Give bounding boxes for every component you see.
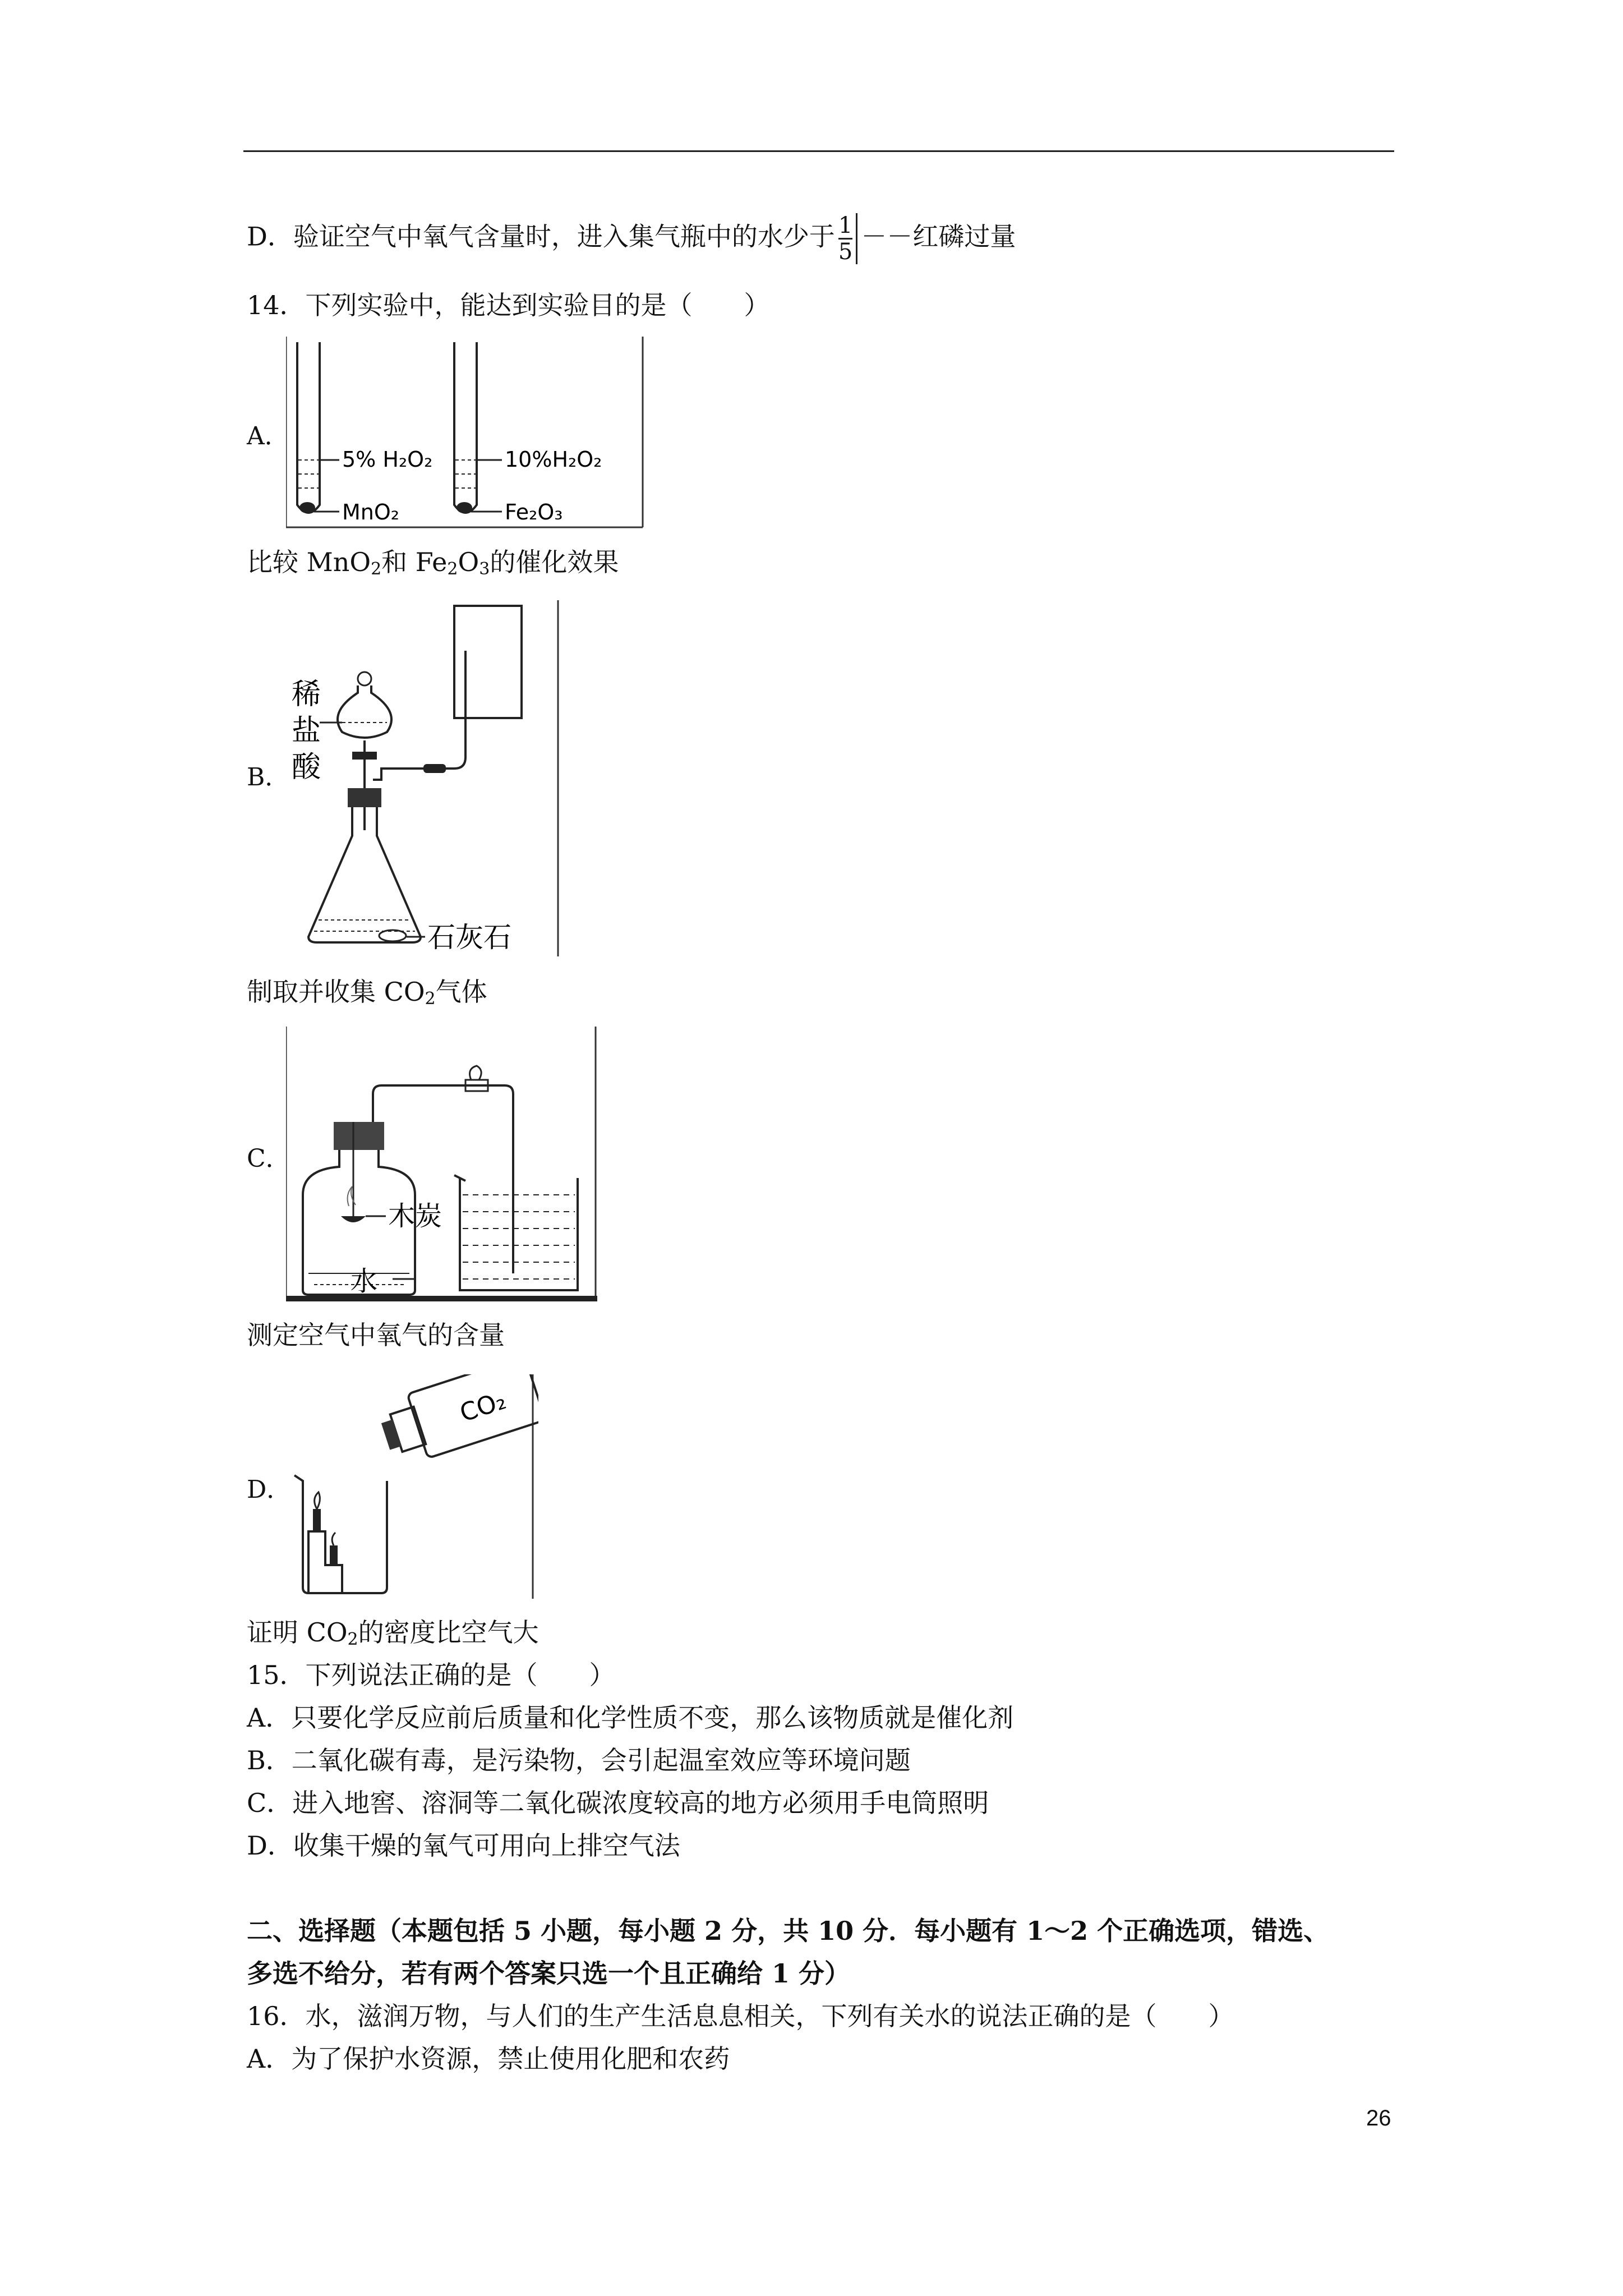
- q16-option-a: A．为了保护水资源，禁止使用化肥和农药: [247, 2044, 730, 2074]
- q15-option-b: B．二氧化碳有毒，是污染物，会引起温室效应等环境问题: [247, 1745, 911, 1775]
- funnel-label-char-1: 稀: [292, 678, 321, 711]
- q15-option-c: C．进入地窖、溶洞等二氧化碳浓度较高的地方必须用手电筒照明: [247, 1788, 989, 1818]
- caption-text: 证明 CO: [247, 1617, 348, 1648]
- q15-option-d: D．收集干燥的氧气可用向上排空气法: [247, 1830, 680, 1861]
- lower-candle: [330, 1545, 338, 1565]
- caption-subscript: 3: [479, 559, 490, 579]
- limestone-solid: [379, 930, 406, 941]
- fraction-numerator: 1: [838, 213, 853, 238]
- caption-text: 的密度比空气大: [358, 1617, 539, 1648]
- funnel-stopper: [358, 672, 371, 685]
- q14-option-a-caption: [247, 545, 619, 586]
- test-tube-1: [297, 342, 320, 513]
- fraction-one-fifth: [838, 213, 857, 264]
- caption-subscript: 2: [447, 559, 458, 579]
- q14-option-b-caption: [247, 975, 487, 1016]
- q13-option-d: [247, 213, 1016, 264]
- q14-stem: 14．下列实验中，能达到实验目的是（ ）: [247, 290, 770, 320]
- q13-option-d-text: D．验证空气中氧气含量时，进入集气瓶中的水少于: [247, 221, 835, 252]
- caption-text: 制取并收集 CO: [247, 977, 425, 1007]
- bottle-stopper: [334, 1122, 384, 1150]
- beaker-water: [463, 1195, 575, 1279]
- caption-subscript: 2: [347, 1630, 358, 1649]
- limestone-label: 石灰石: [427, 921, 511, 954]
- caption-subscript: 2: [425, 989, 436, 1009]
- delivery-tube: [373, 651, 465, 780]
- upper-candle: [313, 1509, 321, 1531]
- q14-option-a-label: A．: [247, 422, 289, 450]
- caption-text: 比较 MnO: [247, 547, 371, 577]
- tube2-solid: [457, 502, 472, 513]
- connecting-tube: [373, 1085, 513, 1273]
- tube1-solid: [299, 502, 315, 513]
- q14-option-c-caption: 测定空气中氧气的含量: [247, 1320, 505, 1350]
- separatory-funnel: [338, 685, 391, 738]
- co2-gas-bottle: [375, 1374, 538, 1469]
- page-number: 26: [1366, 2106, 1391, 2131]
- q15-stem: 15．下列说法正确的是（ ）: [247, 1660, 615, 1690]
- flame-icon: [348, 1186, 356, 1206]
- section-2-title-line-2: 多选不给分，若有两个答案只选一个且正确给 1 分）: [247, 1958, 851, 1989]
- flask-stopper: [348, 788, 381, 807]
- q15-option-a: A．只要化学反应前后质量和化学性质不变，那么该物质就是催化剂: [247, 1703, 1014, 1733]
- co2-bottle-label: CO₂: [456, 1386, 510, 1428]
- q14-option-d-caption: [247, 1616, 539, 1657]
- figure-co2-generator: [286, 600, 566, 959]
- q14-option-d-label: D．: [247, 1475, 292, 1504]
- figure-co2-pouring: [286, 1374, 538, 1604]
- tube2-solid-label: Fe₂O₃: [505, 500, 563, 524]
- tube1-solid-label: MnO₂: [342, 500, 400, 524]
- clamp-handle-icon: [470, 1066, 482, 1080]
- caption-text: 和 Fe: [381, 547, 448, 577]
- figure-test-tubes: [286, 337, 645, 530]
- caption-text: 气体: [435, 977, 487, 1007]
- figure-oxygen-content-apparatus: [286, 1027, 600, 1307]
- test-tube-2: [454, 342, 477, 513]
- header-rule: [243, 150, 1394, 152]
- water-label: 水: [351, 1266, 378, 1297]
- fraction-denominator: 5: [838, 239, 853, 265]
- charcoal-label: 木炭: [388, 1200, 442, 1232]
- funnel-label-char-2: 盐: [292, 714, 321, 748]
- caption-text: O: [458, 547, 479, 577]
- q16-stem: 16．水，滋润万物，与人们的生产生活息息相关，下列有关水的说法正确的是（ ）: [247, 2001, 1234, 2031]
- q14-option-c-label: C．: [247, 1144, 291, 1173]
- q14-option-b-label: B．: [247, 763, 290, 792]
- bench-surface: [286, 1296, 597, 1301]
- tube2-liquid-label: 10%H₂O₂: [505, 447, 602, 472]
- funnel-stopcock: [352, 752, 377, 760]
- tube1-liquid-label: 5% H₂O₂: [342, 447, 433, 472]
- section-2-title-line-1: 二、选择题（本题包括 5 小题，每小题 2 分，共 10 分．每小题有 1～2 个正确选项，错选、: [247, 1916, 1330, 1946]
- upper-flame-icon: [315, 1492, 320, 1509]
- lower-flame-icon: [332, 1533, 335, 1545]
- funnel-label-char-3: 酸: [292, 751, 321, 784]
- caption-text: 的催化效果: [490, 547, 619, 577]
- combustion-spoon-charcoal: [341, 1216, 366, 1222]
- q13-option-d-suffix: －－红磷过量: [861, 221, 1016, 252]
- caption-subscript: 2: [371, 559, 382, 579]
- rubber-connector: [423, 764, 446, 773]
